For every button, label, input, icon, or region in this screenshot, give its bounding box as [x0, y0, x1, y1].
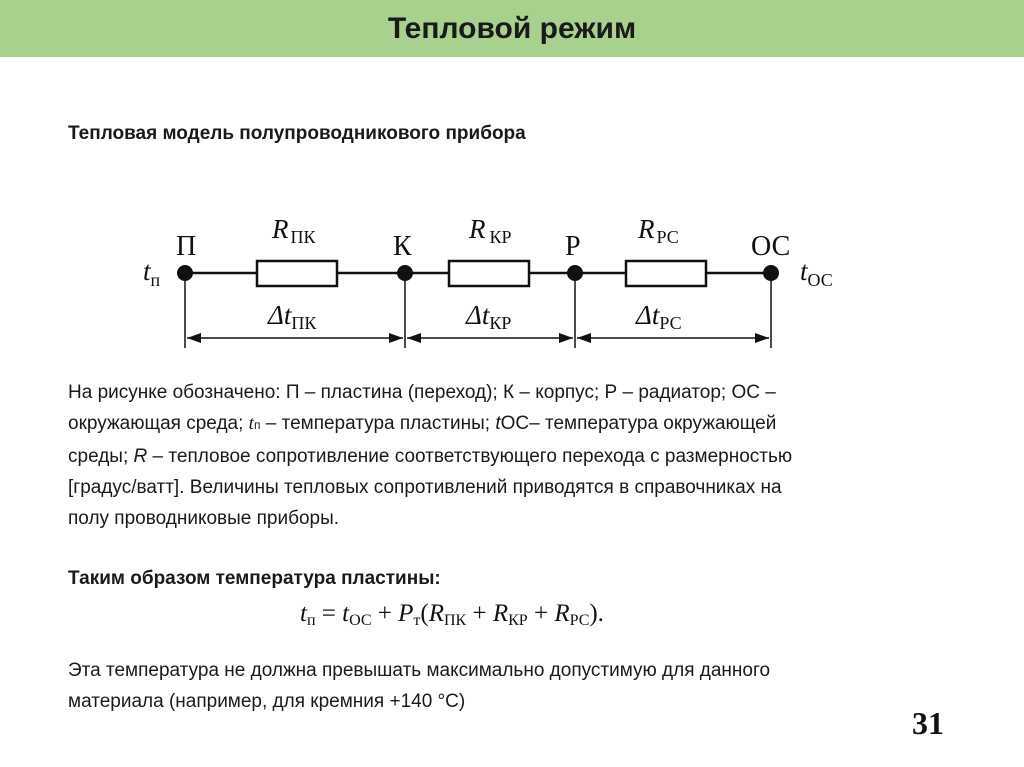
resistor-kr: [449, 261, 529, 286]
resistor-rs: [626, 261, 706, 286]
delta-label-rs: ΔtРС: [636, 300, 682, 333]
note-paragraph: [68, 655, 968, 717]
arrowhead: [407, 333, 421, 343]
node-p: [177, 265, 193, 281]
description-line: полу проводниковые приборы.: [68, 508, 340, 529]
node-r: [567, 265, 583, 281]
page-number: 31: [912, 705, 944, 741]
conclusion-heading: Таким образом температура пластины:: [68, 568, 441, 589]
delta-label-kr: ΔtКР: [466, 300, 512, 333]
slide-title: Тепловой режим: [387, 12, 637, 45]
node-label-p: П: [176, 231, 197, 262]
node-label-r: Р: [565, 231, 581, 262]
resistor-pk: [257, 261, 337, 286]
resistor-label-pk: RПК: [272, 214, 316, 247]
temperature-formula: $t_п = t_{ОС} + P_т(R_{ПК} + R_{КР} + R_{РС})$.: [300, 600, 604, 629]
delta-label-pk: ΔtПК: [268, 300, 317, 333]
temp-label-right: $t_{ОС}$: [800, 256, 833, 290]
description-paragraph: [68, 377, 968, 534]
node-os: [763, 265, 779, 281]
note-line: материала (например, для кремния +140 °С): [68, 691, 466, 712]
note-line: Эта температура не должна превышать максимально допустимую для данного: [68, 660, 771, 681]
node-label-os: ОС: [751, 231, 791, 262]
description-line: среды; R – тепловое сопротивление соответствующего перехода с размерностью: [68, 446, 793, 467]
resistor-label-rs: RРС: [638, 214, 679, 247]
arrowhead: [577, 333, 591, 343]
section-subtitle: Тепловая модель полупроводникового прибора: [68, 123, 526, 144]
arrowhead: [755, 333, 769, 343]
description-line: окружающая среда; tп – температура пластины; tОС– температура окружающей: [68, 413, 777, 434]
node-label-k: К: [393, 231, 412, 262]
description-line: На рисунке обозначено: П – пластина (переход); К – корпус; Р – радиатор; ОС –: [68, 382, 776, 403]
node-k: [397, 265, 413, 281]
resistor-label-kr: RКР: [469, 214, 512, 247]
temp-label-left: $t_п$: [143, 256, 161, 290]
description-line: [градус/ватт]. Величины тепловых сопротивлений приводятся в справочниках на: [68, 477, 782, 498]
arrowhead: [187, 333, 201, 343]
arrowhead: [389, 333, 403, 343]
arrowhead: [559, 333, 573, 343]
